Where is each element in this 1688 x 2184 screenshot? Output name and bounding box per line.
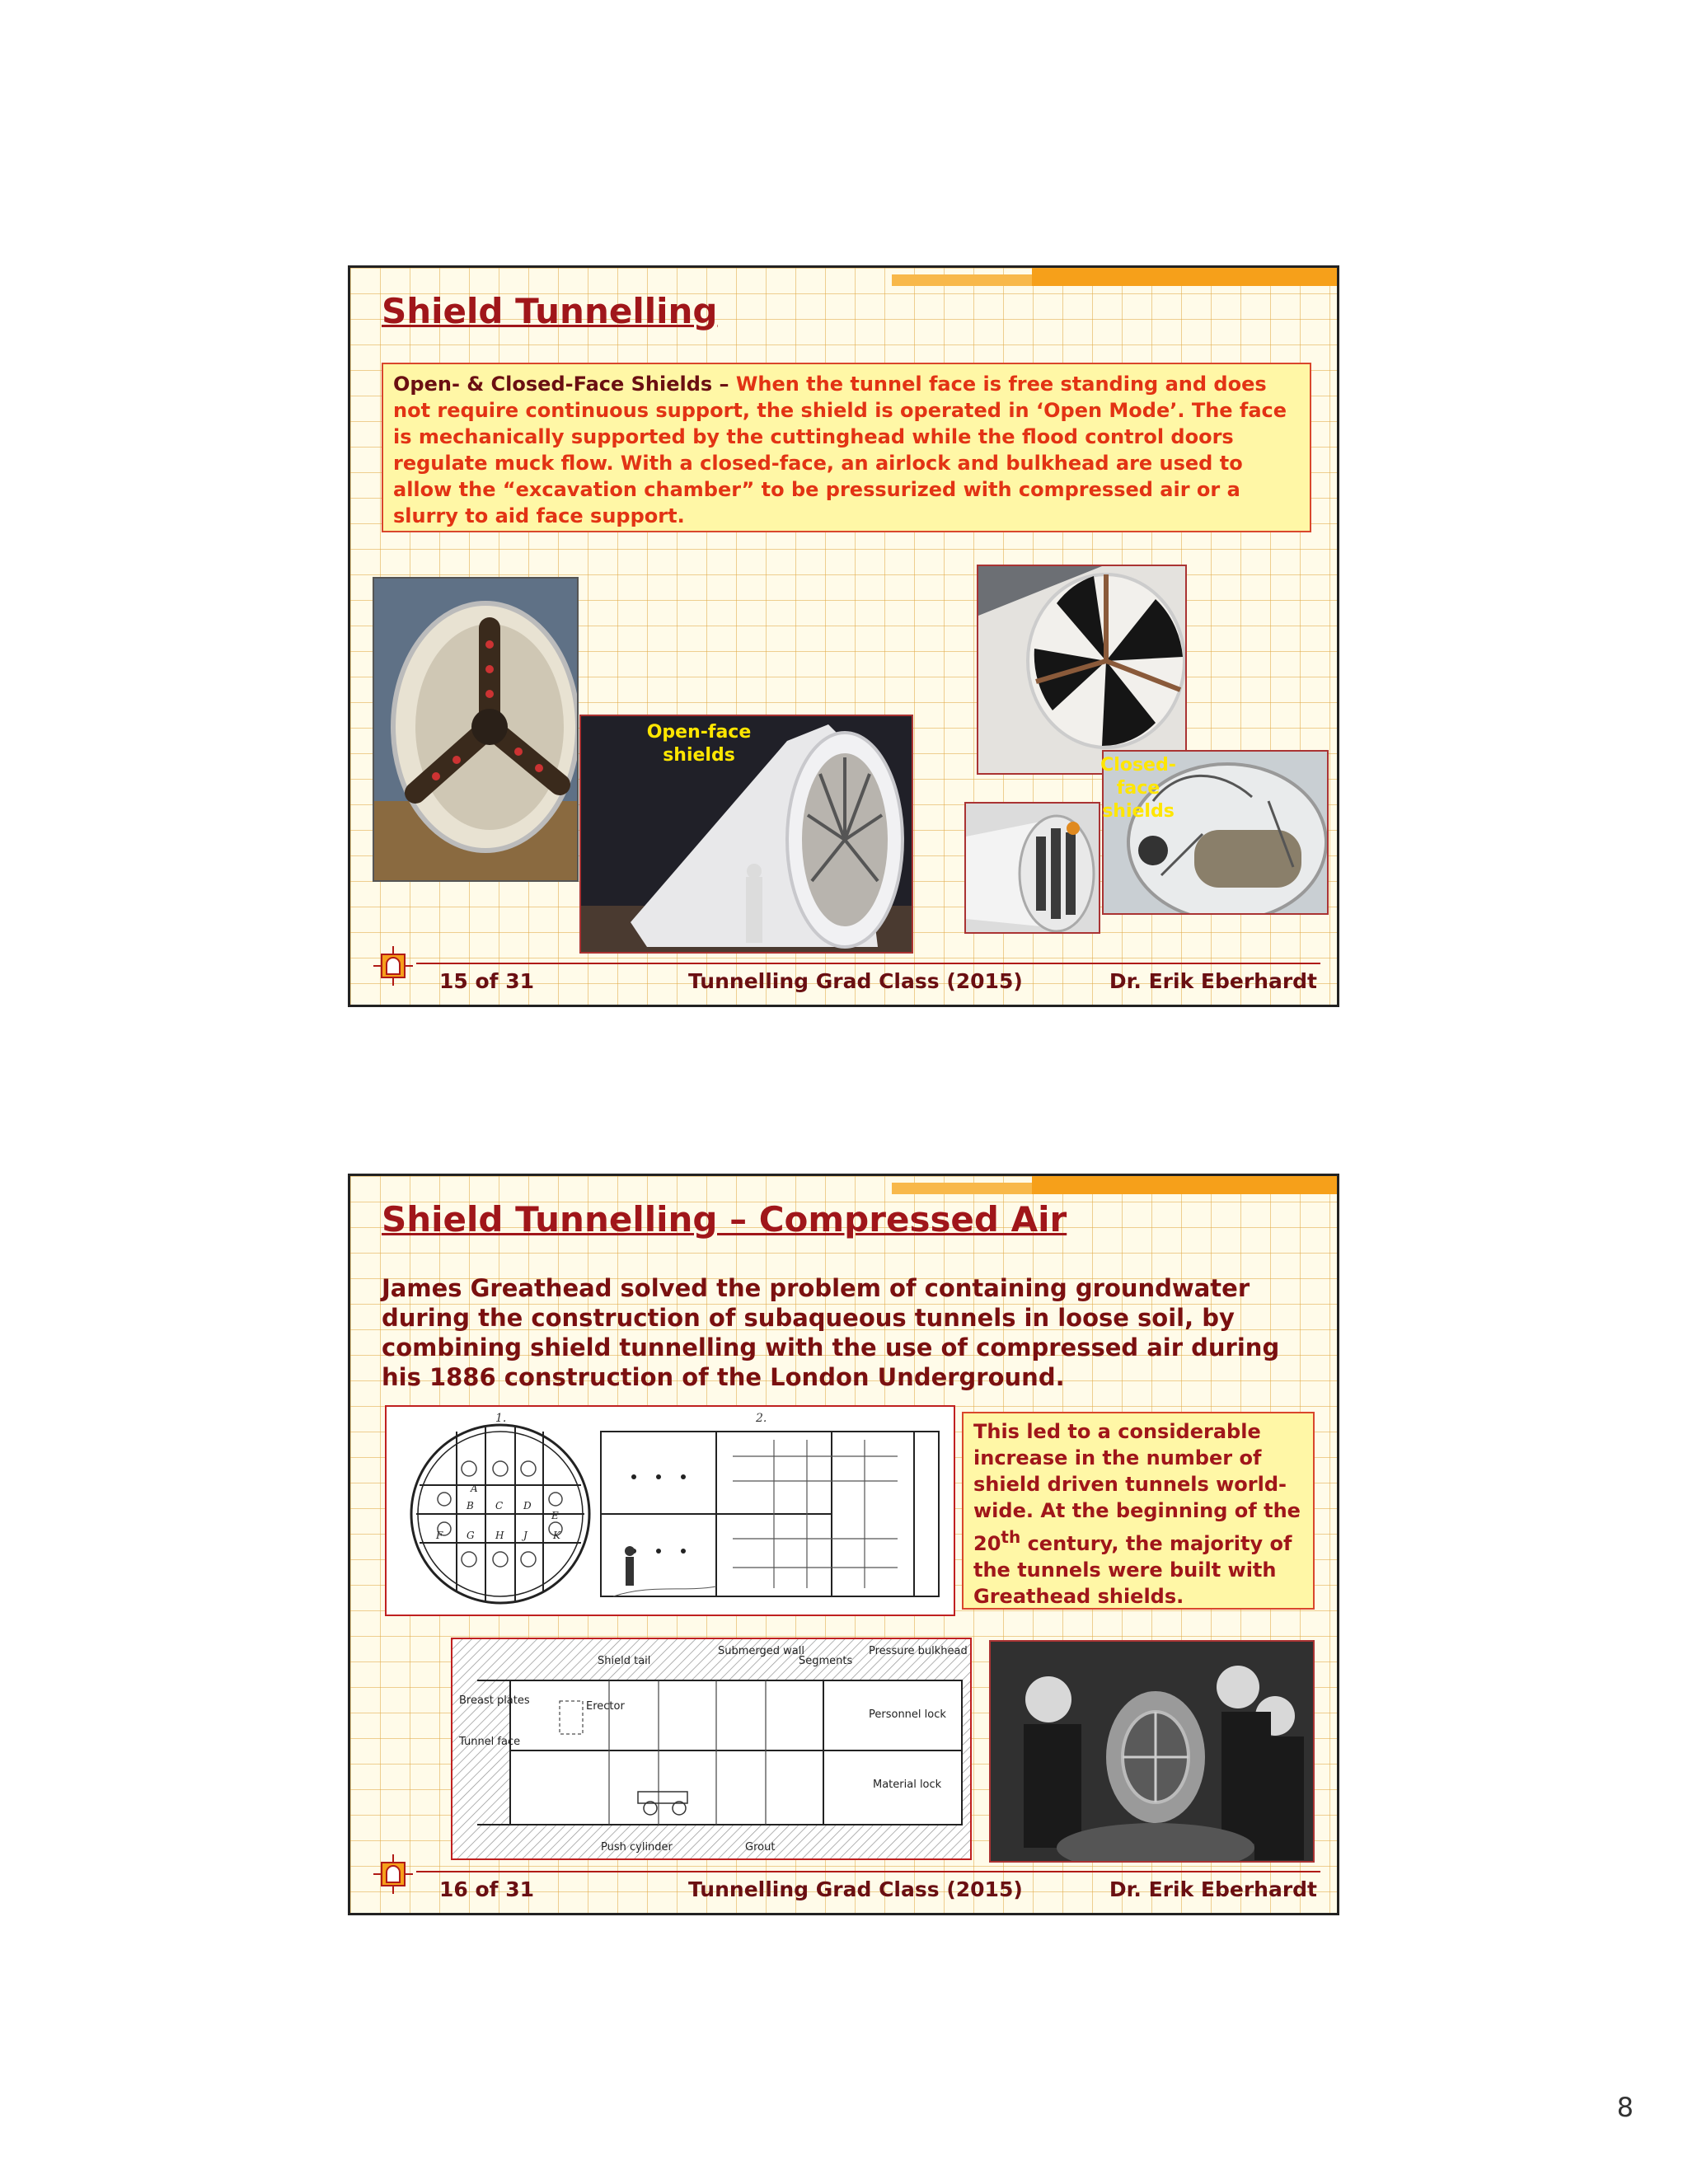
intro-paragraph: James Greathead solved the problem of containing groundwater during the construction of subaqueous tunnels in loose soil, by combining shield tunnelling with the use of compressed air during his 1886 construction of the London Underground. [382, 1274, 1280, 1391]
label-pressure-bulkhead: Pressure bulkhead [869, 1645, 968, 1657]
letter-e: E [551, 1510, 559, 1521]
label-shield-tail: Shield tail [598, 1655, 651, 1667]
greathead-shields-note [962, 1412, 1315, 1610]
label-push-cylinder: Push cylinder [601, 1841, 673, 1854]
slide-title: Shield Tunnelling – Compressed Air [382, 1199, 1067, 1240]
open-closed-face-note [382, 363, 1311, 532]
label-breast-plates: Breast plates [459, 1694, 530, 1707]
label-submerged-wall: Submerged wall [718, 1645, 804, 1657]
footer-page: 16 of 31 [439, 1877, 535, 1901]
footer-author: Dr. Erik Eberhardt [1109, 969, 1317, 993]
note-sup: th [1001, 1527, 1021, 1547]
compressed-air-workers-photo [989, 1640, 1315, 1863]
compressed-air-shield-diagram [451, 1638, 972, 1860]
letter-c: C [495, 1500, 504, 1511]
cutterhead-illustration [374, 579, 579, 882]
workers-illustration [991, 1642, 1315, 1863]
letter-a: A [471, 1483, 478, 1494]
slide-footer [350, 959, 1337, 1005]
closed-face-shield-photo [977, 565, 1187, 775]
greathead-shield-diagram [385, 1405, 955, 1616]
label-erector: Erector [586, 1700, 625, 1713]
slide-shield-tunnelling [348, 265, 1339, 1007]
footer-page: 15 of 31 [439, 969, 535, 993]
label-material-lock: Material lock [873, 1779, 942, 1791]
fig1-label: 1. [495, 1412, 507, 1425]
footer-course: Tunnelling Grad Class (2015) [688, 1877, 1023, 1901]
compressed-air-section [452, 1639, 970, 1858]
note-text: When the tunnel face is free standing and does not require continuous support, the shield is operated in ‘Open Mode’. The face is mechanically supported by the cuttinghead while the flood control doors regulate muck flow. With a closed-face, an airlock and bulkhead are used to allow the “excavation chamber” to be pressurized with compressed air or a slurry to aid face support. [393, 373, 1287, 527]
footer-rule [416, 963, 1320, 964]
slotted-shield-photo [964, 802, 1100, 934]
note-lead: Open- & Closed-Face Shields – [393, 373, 729, 396]
closed-shield-illustration [978, 566, 1187, 775]
fig2-label: 2. [756, 1412, 767, 1425]
footer-author: Dr. Erik Eberhardt [1109, 1877, 1317, 1901]
label-personnel-lock: Personnel lock [869, 1708, 946, 1721]
letter-g: G [467, 1530, 475, 1541]
note-text-part2: century, the majority of the tunnels were built with Greathead shields. [973, 1532, 1292, 1608]
header-accent-bar [1032, 1176, 1337, 1194]
caption-open-face: Open-face shields [646, 722, 752, 766]
letter-k: K [553, 1530, 560, 1541]
tunnel-logo-icon [373, 1854, 413, 1894]
label-grout: Grout [745, 1841, 776, 1854]
cutterhead-photo [373, 577, 579, 882]
caption-closed-face: Closed-face shields [1100, 755, 1176, 822]
page-number: 8 [1616, 2092, 1634, 2123]
header-accent-bar [1032, 268, 1337, 286]
footer-course: Tunnelling Grad Class (2015) [688, 969, 1023, 993]
letter-f: F [436, 1530, 443, 1541]
note-text-part1: This led to a considerable increase in the number of shield driven tunnels world-wide. At the beginning of the 20 [973, 1420, 1301, 1555]
slide-footer [350, 1868, 1337, 1913]
slide-title: Shield Tunnelling [382, 291, 718, 331]
letter-j: J [523, 1530, 528, 1541]
tunnel-logo-icon [373, 946, 413, 986]
letter-h: H [495, 1530, 504, 1541]
label-tunnel-face: Tunnel face [459, 1736, 521, 1748]
greathead-shield-drawing [387, 1407, 954, 1615]
letter-d: D [523, 1500, 532, 1511]
footer-rule [416, 1871, 1320, 1872]
slotted-shield-illustration [966, 804, 1100, 934]
label-segments: Segments [799, 1655, 853, 1667]
letter-b: B [467, 1500, 474, 1511]
slide-compressed-air [348, 1174, 1339, 1915]
